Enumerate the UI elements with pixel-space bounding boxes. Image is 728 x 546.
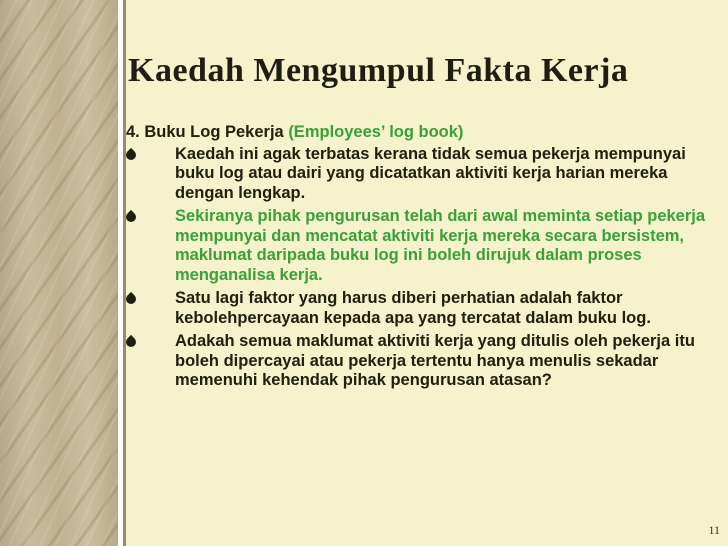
bullet-text: Sekiranya pihak pengurusan telah dari awal meminta setiap pekerja mempunyai dan mencatat aktiviti kerja mereka secara bersistem, maklumat daripada buku log ini boleh dirujuk dalam proses menganalisa kerja. xyxy=(175,207,706,284)
bullet-icon xyxy=(124,210,138,224)
bullet-text: Satu lagi faktor yang harus diberi perhatian adalah faktor kebolehpercayaan kepada apa yang tercatat dalam buku log. xyxy=(175,289,651,327)
page-number: 11 xyxy=(708,523,720,537)
section-heading-english: (Employees’ log book) xyxy=(288,123,464,141)
section-heading xyxy=(126,123,716,143)
bullet-item-2 xyxy=(126,207,716,285)
bullet-icon xyxy=(124,335,138,349)
bullet-text: Kaedah ini agak terbatas kerana tidak semua pekerja mempunyai buku log atau dairi yang dicatatkan aktiviti kerja harian mereka dengan lengkap. xyxy=(175,144,686,202)
bullet-icon xyxy=(124,292,138,306)
decorative-side-stripe xyxy=(0,0,118,546)
bullet-item-1 xyxy=(126,145,716,204)
bullet-icon xyxy=(124,147,138,161)
bullet-item-4 xyxy=(126,332,716,391)
section-heading-main: 4. Buku Log Pekerja xyxy=(126,123,284,141)
slide-title: Kaedah Mengumpul Fakta Kerja xyxy=(128,52,629,89)
bullet-text: Adakah semua maklumat aktiviti kerja yang ditulis oleh pekerja itu boleh dipercayai atau pekerja tertentu hanya menulis sekadar memenuhi kehendak pihak pengurusan atasan? xyxy=(175,332,695,389)
bullet-item-3 xyxy=(126,289,716,328)
slide-content xyxy=(126,123,716,395)
